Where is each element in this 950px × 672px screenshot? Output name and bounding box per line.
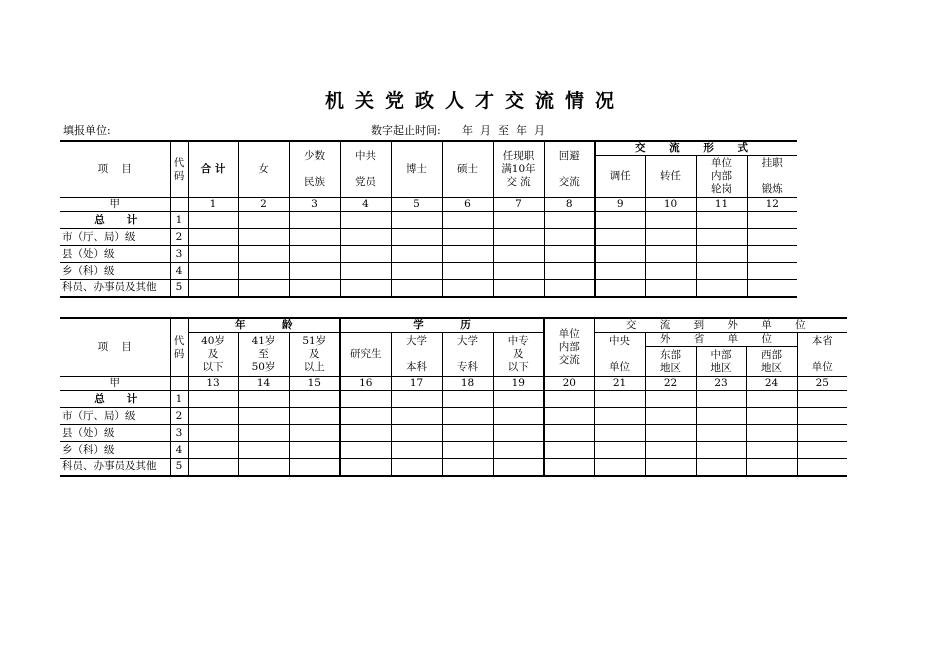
data-cell[interactable] [645, 391, 696, 408]
data-cell[interactable] [442, 459, 493, 476]
header-code: 代 码 [170, 318, 188, 377]
row-label: 市（厅、局）级 [60, 408, 170, 425]
data-cell[interactable] [391, 408, 442, 425]
data-cell[interactable] [645, 263, 696, 280]
data-cell[interactable] [544, 280, 595, 297]
data-cell[interactable] [746, 459, 797, 476]
column-number: 7 [493, 198, 544, 212]
row-code: 2 [170, 229, 188, 246]
data-cell[interactable] [645, 246, 696, 263]
data-cell[interactable] [289, 280, 340, 297]
header-over10years: 任现职 满10年 交 流 [493, 141, 544, 198]
data-cell[interactable] [645, 408, 696, 425]
data-cell[interactable] [340, 263, 391, 280]
data-cell[interactable] [544, 391, 594, 408]
data-cell[interactable] [289, 408, 340, 425]
row-code: 1 [170, 212, 188, 229]
header-transfer-appointment: 调任 [595, 156, 645, 198]
data-cell[interactable] [696, 246, 747, 263]
data-cell[interactable] [442, 425, 493, 442]
data-cell[interactable] [493, 263, 544, 280]
time-range-value: 年 月 至 年 月 [462, 124, 545, 137]
data-cell[interactable] [188, 212, 238, 229]
row-label: 市（厅、局）级 [60, 229, 170, 246]
data-cell[interactable] [747, 212, 797, 229]
header-avoidance: 回避 交流 [544, 141, 595, 198]
header-phd: 博士 [391, 141, 442, 198]
row-jia: 甲 [60, 377, 170, 391]
header-temporary-post: 挂职 锻炼 [747, 156, 797, 198]
header-age: 年 龄 [188, 318, 340, 333]
row-code: 2 [170, 408, 188, 425]
data-cell[interactable] [696, 425, 746, 442]
data-cell[interactable] [493, 459, 544, 476]
data-cell[interactable] [188, 391, 238, 408]
data-cell[interactable] [696, 212, 747, 229]
header-internal-exchange: 单位 内部 交流 [544, 318, 594, 377]
data-cell[interactable] [594, 391, 645, 408]
row-code: 3 [170, 425, 188, 442]
data-cell[interactable] [188, 459, 238, 476]
data-cell[interactable] [238, 391, 289, 408]
data-cell[interactable] [797, 459, 847, 476]
column-number: 12 [747, 198, 797, 212]
data-cell[interactable] [340, 229, 391, 246]
column-number: 10 [645, 198, 696, 212]
header-age-51-above: 51岁 及 以上 [289, 333, 340, 377]
header-reassignment: 转任 [645, 156, 696, 198]
data-cell[interactable] [595, 229, 645, 246]
data-cell[interactable] [340, 280, 391, 297]
data-cell[interactable] [442, 263, 493, 280]
column-number: 5 [391, 198, 442, 212]
column-number: 1 [188, 198, 238, 212]
data-cell[interactable] [493, 442, 544, 459]
data-cell[interactable] [391, 280, 442, 297]
data-cell[interactable] [595, 212, 645, 229]
row-label: 总 计 [60, 212, 170, 229]
reporting-unit-label: 填报单位: [63, 124, 111, 137]
data-cell[interactable] [544, 408, 594, 425]
data-cell[interactable] [340, 391, 391, 408]
header-central-region: 中部 地区 [696, 347, 746, 377]
data-cell[interactable] [747, 263, 797, 280]
column-number: 14 [238, 377, 289, 391]
data-cell[interactable] [340, 246, 391, 263]
data-cell[interactable] [340, 459, 391, 476]
table-row [60, 280, 797, 297]
data-cell[interactable] [188, 408, 238, 425]
header-master: 硕士 [442, 141, 493, 198]
row-label: 乡（科）级 [60, 442, 170, 459]
header-secondary-below: 中专 及 以下 [493, 333, 544, 377]
data-cell[interactable] [747, 246, 797, 263]
data-cell[interactable] [289, 229, 340, 246]
row-code: 4 [170, 263, 188, 280]
row-code: 4 [170, 442, 188, 459]
data-cell[interactable] [594, 459, 645, 476]
data-cell[interactable] [188, 425, 238, 442]
data-cell[interactable] [595, 263, 645, 280]
data-cell[interactable] [594, 442, 645, 459]
data-cell[interactable] [746, 391, 797, 408]
data-cell[interactable] [442, 229, 493, 246]
column-number: 18 [442, 377, 493, 391]
header-exchange-form: 交 流 形 式 [595, 141, 797, 156]
data-cell[interactable] [746, 425, 797, 442]
data-cell[interactable] [696, 229, 747, 246]
header-other-province-units: 外 省 单 位 [645, 333, 797, 347]
header-bachelor: 大学 本科 [391, 333, 442, 377]
column-number: 3 [289, 198, 340, 212]
row-label: 科员、办事员及其他 [60, 280, 170, 297]
data-cell[interactable] [595, 246, 645, 263]
data-cell[interactable] [289, 442, 340, 459]
data-cell[interactable] [595, 280, 645, 297]
data-cell[interactable] [645, 212, 696, 229]
data-cell[interactable] [544, 459, 594, 476]
header-code: 代 码 [170, 141, 188, 198]
data-cell[interactable] [238, 246, 289, 263]
table-row [60, 212, 797, 229]
header-age-40-below: 40岁 及 以下 [188, 333, 238, 377]
row-code: 5 [170, 459, 188, 476]
data-cell[interactable] [645, 425, 696, 442]
data-cell[interactable] [289, 391, 340, 408]
header-item: 项 目 [60, 141, 170, 198]
header-education: 学 历 [340, 318, 544, 333]
data-cell[interactable] [442, 280, 493, 297]
data-cell[interactable] [391, 442, 442, 459]
header-internal-rotation: 单位 内部 轮岗 [696, 156, 747, 198]
table-row [60, 425, 847, 442]
header-this-province-units: 本省 单位 [797, 333, 847, 377]
column-number: 8 [544, 198, 595, 212]
column-number: 11 [696, 198, 747, 212]
data-cell[interactable] [747, 280, 797, 297]
data-cell[interactable] [391, 246, 442, 263]
data-cell[interactable] [746, 442, 797, 459]
data-cell[interactable] [391, 425, 442, 442]
header-central-units: 中央 单位 [594, 333, 645, 377]
data-cell[interactable] [238, 212, 289, 229]
table-row [60, 408, 847, 425]
data-cell[interactable] [696, 442, 746, 459]
page-title: 机关党政人才交流情况 [324, 90, 625, 112]
data-cell[interactable] [289, 263, 340, 280]
row-code: 1 [170, 391, 188, 408]
header-female: 女 [238, 141, 289, 198]
data-cell[interactable] [696, 280, 747, 297]
data-cell[interactable] [442, 212, 493, 229]
column-number: 4 [340, 198, 391, 212]
header-age-41-50: 41岁 至 50岁 [238, 333, 289, 377]
column-number: 21 [594, 377, 645, 391]
data-cell[interactable] [797, 442, 847, 459]
data-cell[interactable] [493, 229, 544, 246]
header-east-region: 东部 地区 [645, 347, 696, 377]
data-cell[interactable] [391, 459, 442, 476]
data-cell[interactable] [238, 408, 289, 425]
data-cell[interactable] [544, 246, 595, 263]
column-number: 6 [442, 198, 493, 212]
data-cell[interactable] [645, 229, 696, 246]
header-graduate: 研究生 [340, 333, 391, 377]
column-number: 23 [696, 377, 746, 391]
data-cell[interactable] [391, 391, 442, 408]
data-cell[interactable] [696, 459, 746, 476]
data-cell[interactable] [696, 263, 747, 280]
data-cell[interactable] [188, 442, 238, 459]
column-number: 22 [645, 377, 696, 391]
data-cell[interactable] [645, 442, 696, 459]
column-number: 20 [544, 377, 594, 391]
data-cell[interactable] [289, 425, 340, 442]
data-cell[interactable] [391, 212, 442, 229]
data-cell[interactable] [391, 229, 442, 246]
data-cell[interactable] [493, 280, 544, 297]
data-cell[interactable] [238, 280, 289, 297]
data-cell[interactable] [289, 246, 340, 263]
data-cell[interactable] [340, 212, 391, 229]
data-cell[interactable] [442, 442, 493, 459]
data-cell[interactable] [238, 229, 289, 246]
data-cell[interactable] [544, 212, 595, 229]
data-cell[interactable] [797, 425, 847, 442]
data-cell[interactable] [544, 442, 594, 459]
column-number: 24 [746, 377, 797, 391]
row-code: 5 [170, 280, 188, 297]
data-cell[interactable] [493, 408, 544, 425]
data-cell[interactable] [188, 246, 238, 263]
row-label: 科员、办事员及其他 [60, 459, 170, 476]
column-number: 2 [238, 198, 289, 212]
data-cell[interactable] [747, 229, 797, 246]
data-cell[interactable] [746, 408, 797, 425]
data-cell[interactable] [594, 408, 645, 425]
column-number: 19 [493, 377, 544, 391]
data-cell[interactable] [645, 459, 696, 476]
header-to-other-units: 交 流 到 外 单 位 [594, 318, 847, 333]
data-cell[interactable] [289, 459, 340, 476]
data-cell[interactable] [442, 408, 493, 425]
data-cell[interactable] [594, 425, 645, 442]
column-number: 17 [391, 377, 442, 391]
code-blank [170, 377, 188, 391]
data-cell[interactable] [544, 229, 595, 246]
table-row [60, 442, 847, 459]
table-row [60, 459, 847, 476]
data-cell[interactable] [289, 212, 340, 229]
exchange-form-table [60, 140, 797, 298]
data-cell[interactable] [493, 391, 544, 408]
data-cell[interactable] [493, 212, 544, 229]
data-cell[interactable] [238, 459, 289, 476]
data-cell[interactable] [391, 263, 442, 280]
data-cell[interactable] [340, 408, 391, 425]
header-minority: 少数 民族 [289, 141, 340, 198]
data-cell[interactable] [442, 391, 493, 408]
row-jia: 甲 [60, 198, 170, 212]
time-range-label: 数字起止时间: [371, 124, 441, 137]
age-education-table [60, 317, 847, 477]
header-item: 项 目 [60, 318, 170, 377]
data-cell[interactable] [442, 246, 493, 263]
row-label: 县（处）级 [60, 246, 170, 263]
table-row [60, 391, 847, 408]
data-cell[interactable] [340, 425, 391, 442]
data-cell[interactable] [188, 229, 238, 246]
data-cell[interactable] [493, 246, 544, 263]
data-cell[interactable] [645, 280, 696, 297]
table-row [60, 246, 797, 263]
header-total: 合 计 [188, 141, 238, 198]
column-number: 9 [595, 198, 645, 212]
data-cell[interactable] [340, 442, 391, 459]
data-cell[interactable] [797, 408, 847, 425]
data-cell[interactable] [238, 425, 289, 442]
row-label: 总 计 [60, 391, 170, 408]
data-cell[interactable] [238, 263, 289, 280]
header-west-region: 西部 地区 [746, 347, 797, 377]
data-cell[interactable] [544, 263, 595, 280]
row-label: 乡（科）级 [60, 263, 170, 280]
data-cell[interactable] [696, 391, 746, 408]
column-number: 16 [340, 377, 391, 391]
data-cell[interactable] [696, 408, 746, 425]
header-junior-college: 大学 专科 [442, 333, 493, 377]
row-label: 县（处）级 [60, 425, 170, 442]
data-cell[interactable] [238, 442, 289, 459]
table-row [60, 263, 797, 280]
data-cell[interactable] [493, 425, 544, 442]
data-cell[interactable] [797, 391, 847, 408]
column-number: 15 [289, 377, 340, 391]
data-cell[interactable] [544, 425, 594, 442]
column-number: 25 [797, 377, 847, 391]
column-number: 13 [188, 377, 238, 391]
code-blank [170, 198, 188, 212]
data-cell[interactable] [188, 263, 238, 280]
header-cpc-member: 中共 党员 [340, 141, 391, 198]
table-row [60, 229, 797, 246]
row-code: 3 [170, 246, 188, 263]
data-cell[interactable] [188, 280, 238, 297]
